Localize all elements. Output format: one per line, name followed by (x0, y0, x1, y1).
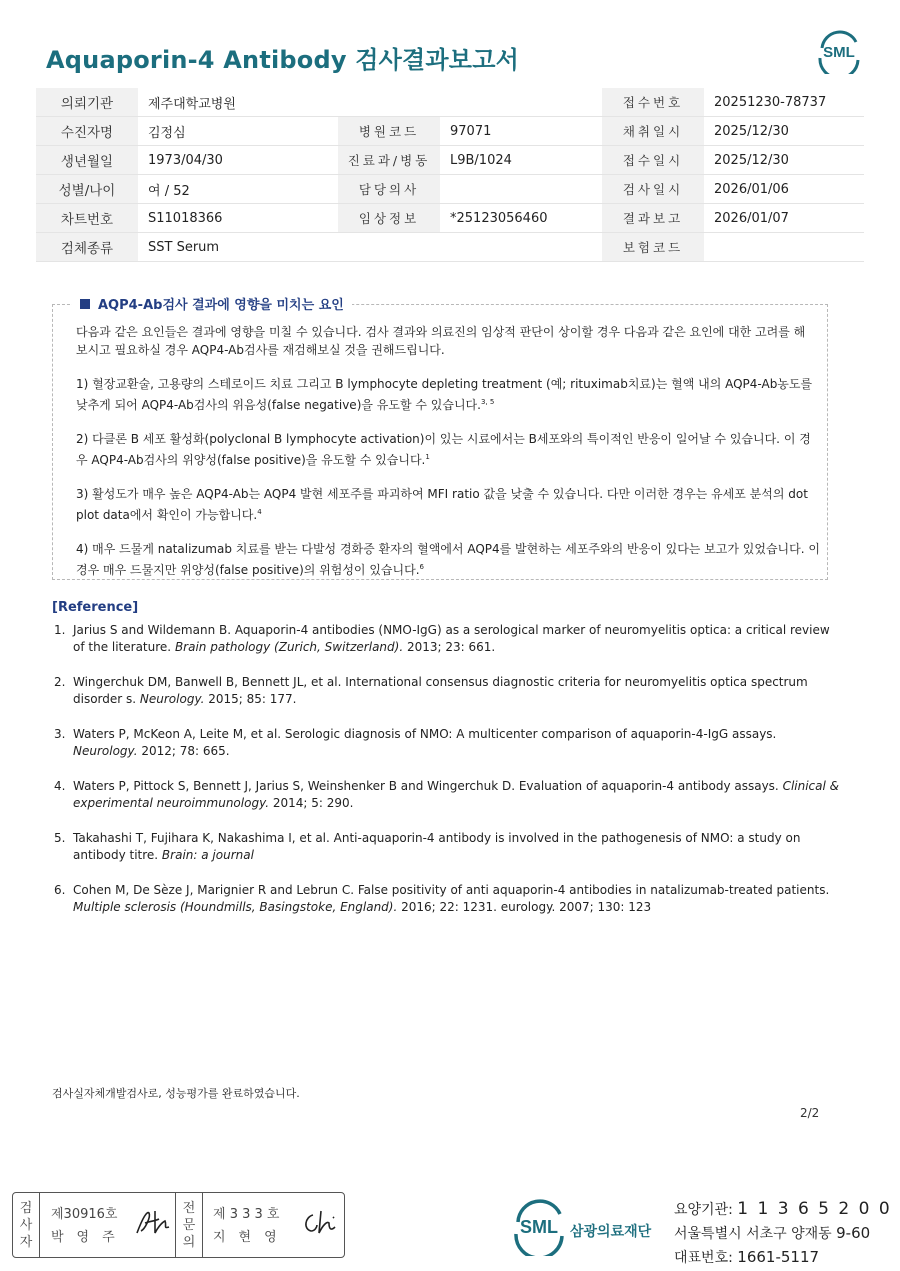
reference-item: 2. Wingerchuk DM, Banwell B, Bennett JL, et al. International consensus diagnostic criteria for neuromyelitis optica spectrum disorder s. Neurology. 2015; 85: 177. (54, 675, 808, 706)
specialist-signature-icon (299, 1209, 339, 1237)
info-value: L9B/1024 (440, 146, 602, 175)
info-label: 결과보고 (602, 204, 704, 233)
performance-note: 검사실자체개발검사로, 성능평가를 완료하였습니다. (52, 1087, 300, 1100)
footer-info (674, 1198, 892, 1270)
phone-label: 대표번호: (674, 1250, 733, 1266)
info-value (440, 175, 602, 204)
info-label: 임상정보 (338, 204, 440, 233)
info-value: 20251230-78737 (704, 88, 864, 117)
info-label (338, 233, 440, 262)
reference-item: 1. Jarius S and Wildemann B. Aquaporin-4 antibodies (NMO-IgG) as a serological marker of neuromyelitis optica: a critical review of the literature. Brain pathology (Zurich, Switzerland). 2013; 23: 661. (54, 623, 830, 654)
info-label: 채취일시 (602, 117, 704, 146)
inspector-cell (41, 1193, 175, 1257)
inspector-label: 검 사 자 (13, 1193, 40, 1257)
info-value (440, 233, 602, 262)
inspector-license-no: 제30916호 (51, 1207, 118, 1222)
info-value: 2026/01/07 (704, 204, 864, 233)
info-value (704, 233, 864, 262)
factor-item: 3) 활성도가 매우 높은 AQP4-Ab는 AQP4 발현 세포주를 파괴하여 MFI ratio 값을 낮출 수 있습니다. 다만 이러한 경우는 유세포 분석의 dot plot data에서 확인이 가능합니다.$^4$ (76, 487, 808, 522)
info-value: 97071 (440, 117, 602, 146)
specialist-name: 지현영 (213, 1230, 290, 1245)
reference-item: 4. Waters P, Pittock S, Bennett J, Jarius S, Weinshenker B and Wingerchuk D. Evaluation of aquaporin-4 antibody assays. Clinical & experimental neuroimmunology. 2014; 5: 290. (54, 779, 840, 810)
factor-item: 4) 매우 드물게 natalizumab 치료를 받는 다발성 경화증 환자의 혈액에서 AQP4를 발현하는 세포주와의 반응이 있다는 보고가 있었습니다. 이 경우 매우 드물지만 위양성(false positive)의 위험성이 있습니다.$^6$ (76, 542, 820, 577)
footer-logo-text: SML (520, 1217, 558, 1237)
info-row (36, 88, 864, 117)
factors-text (76, 323, 820, 595)
footer-org-name: 삼광의료재단 (570, 1224, 652, 1240)
reference-item: 6. Cohen M, De Sèze J, Marignier R and Lebrun C. False positivity of anti aquaporin-4 antibodies in natalizumab-treated patients. Multiple sclerosis (Houndmills, Basingstoke, England). 2016; 22: 1231. eurology. 2007; 130: 123 (54, 883, 830, 914)
info-label: 검사일시 (602, 175, 704, 204)
info-label (338, 88, 440, 117)
info-label: 차트번호 (36, 204, 138, 233)
info-label: 담당의사 (338, 175, 440, 204)
info-label: 병원코드 (338, 117, 440, 146)
page-number: 2/2 (800, 1106, 820, 1120)
sml-logo-text: SML (823, 44, 855, 61)
info-row (36, 146, 864, 175)
info-value: 김정심 (138, 117, 338, 146)
info-label: 접수번호 (602, 88, 704, 117)
provider-number: 1 1 3 6 5 2 0 0 (737, 1199, 892, 1219)
info-row (36, 117, 864, 146)
info-value: 여 / 52 (138, 175, 338, 204)
info-row (36, 175, 864, 204)
info-label: 진료과/병동 (338, 146, 440, 175)
footer-sml-logo-icon (510, 1198, 568, 1256)
signature-box (12, 1192, 345, 1258)
info-value: 1973/04/30 (138, 146, 338, 175)
inspector-signature-icon (133, 1207, 173, 1237)
factors-title: AQP4-Ab검사 결과에 영향을 미치는 요인 (72, 294, 352, 313)
info-value: SST Serum (138, 233, 338, 262)
info-value: S11018366 (138, 204, 338, 233)
report-title: Aquaporin-4 Antibody 검사결과보고서 (46, 46, 519, 74)
info-label: 접수일시 (602, 146, 704, 175)
info-value: 2025/12/30 (704, 117, 864, 146)
patient-info-table (36, 88, 864, 262)
info-label: 의뢰기관 (36, 88, 138, 117)
info-label: 수진자명 (36, 117, 138, 146)
reference-list (54, 622, 844, 934)
info-value (440, 88, 602, 117)
factors-intro: 다음과 같은 요인들은 결과에 영향을 미칠 수 있습니다. 검사 결과와 의료진의 임상적 판단이 상이할 경우 다음과 같은 요인에 대한 고려를 해 보시고 필요하실 경우 AQP4-Ab검사를 재검해보실 것을 권해드립니다. (76, 325, 806, 357)
info-label: 검체종류 (36, 233, 138, 262)
square-bullet-icon (80, 299, 90, 309)
footer-phone: 1661-5117 (737, 1248, 820, 1266)
specialist-license-no: 제 3 3 3 호 (213, 1207, 280, 1222)
sml-logo-icon (814, 28, 864, 74)
footer-address: 서울특별시 서초구 양재동 (674, 1226, 832, 1242)
reference-item: 3. Waters P, McKeon A, Leite M, et al. Serologic diagnosis of NMO: A multicenter comparison of aquaporin-4-IgG assays. Neurology. 2012; 78: 665. (54, 727, 777, 758)
factor-item: 1) 혈장교환술, 고용량의 스테로이드 치료 그리고 B lymphocyte depleting treatment (예; rituximab치료)는 혈액 내의 AQP4-Ab농도를 낮추게 되어 AQP4-Ab검사의 위음성(false negative)을 유도할 수 있습니다.$^{3, 5}$ (76, 377, 813, 412)
info-label: 생년월일 (36, 146, 138, 175)
info-value: *25123056460 (440, 204, 602, 233)
footer-address-no: 9-60 (836, 1224, 871, 1242)
info-value: 제주대학교병원 (138, 88, 338, 117)
provider-label: 요양기관: (674, 1202, 733, 1218)
info-label: 보험코드 (602, 233, 704, 262)
info-row (36, 233, 864, 262)
specialist-label: 전 문 의 (175, 1193, 203, 1257)
factor-item: 2) 다클론 B 세포 활성화(polyclonal B lymphocyte activation)이 있는 시료에서는 B세포와의 특이적인 반응이 일어날 수 있습니다. 이 경우 AQP4-Ab검사의 위양성(false positive)을 유도할 수 있습니다.$^1$ (76, 432, 811, 467)
reference-heading: [Reference] (52, 600, 139, 615)
info-row (36, 204, 864, 233)
inspector-name: 박영주 (51, 1230, 128, 1245)
specialist-cell (203, 1193, 343, 1257)
info-value: 2026/01/06 (704, 175, 864, 204)
info-value: 2025/12/30 (704, 146, 864, 175)
info-label: 성별/나이 (36, 175, 138, 204)
reference-item: 5. Takahashi T, Fujihara K, Nakashima I, et al. Anti-aquaporin-4 antibody is involved in the pathogenesis of NMO: a study on antibody titre. Brain: a journal (54, 831, 801, 862)
